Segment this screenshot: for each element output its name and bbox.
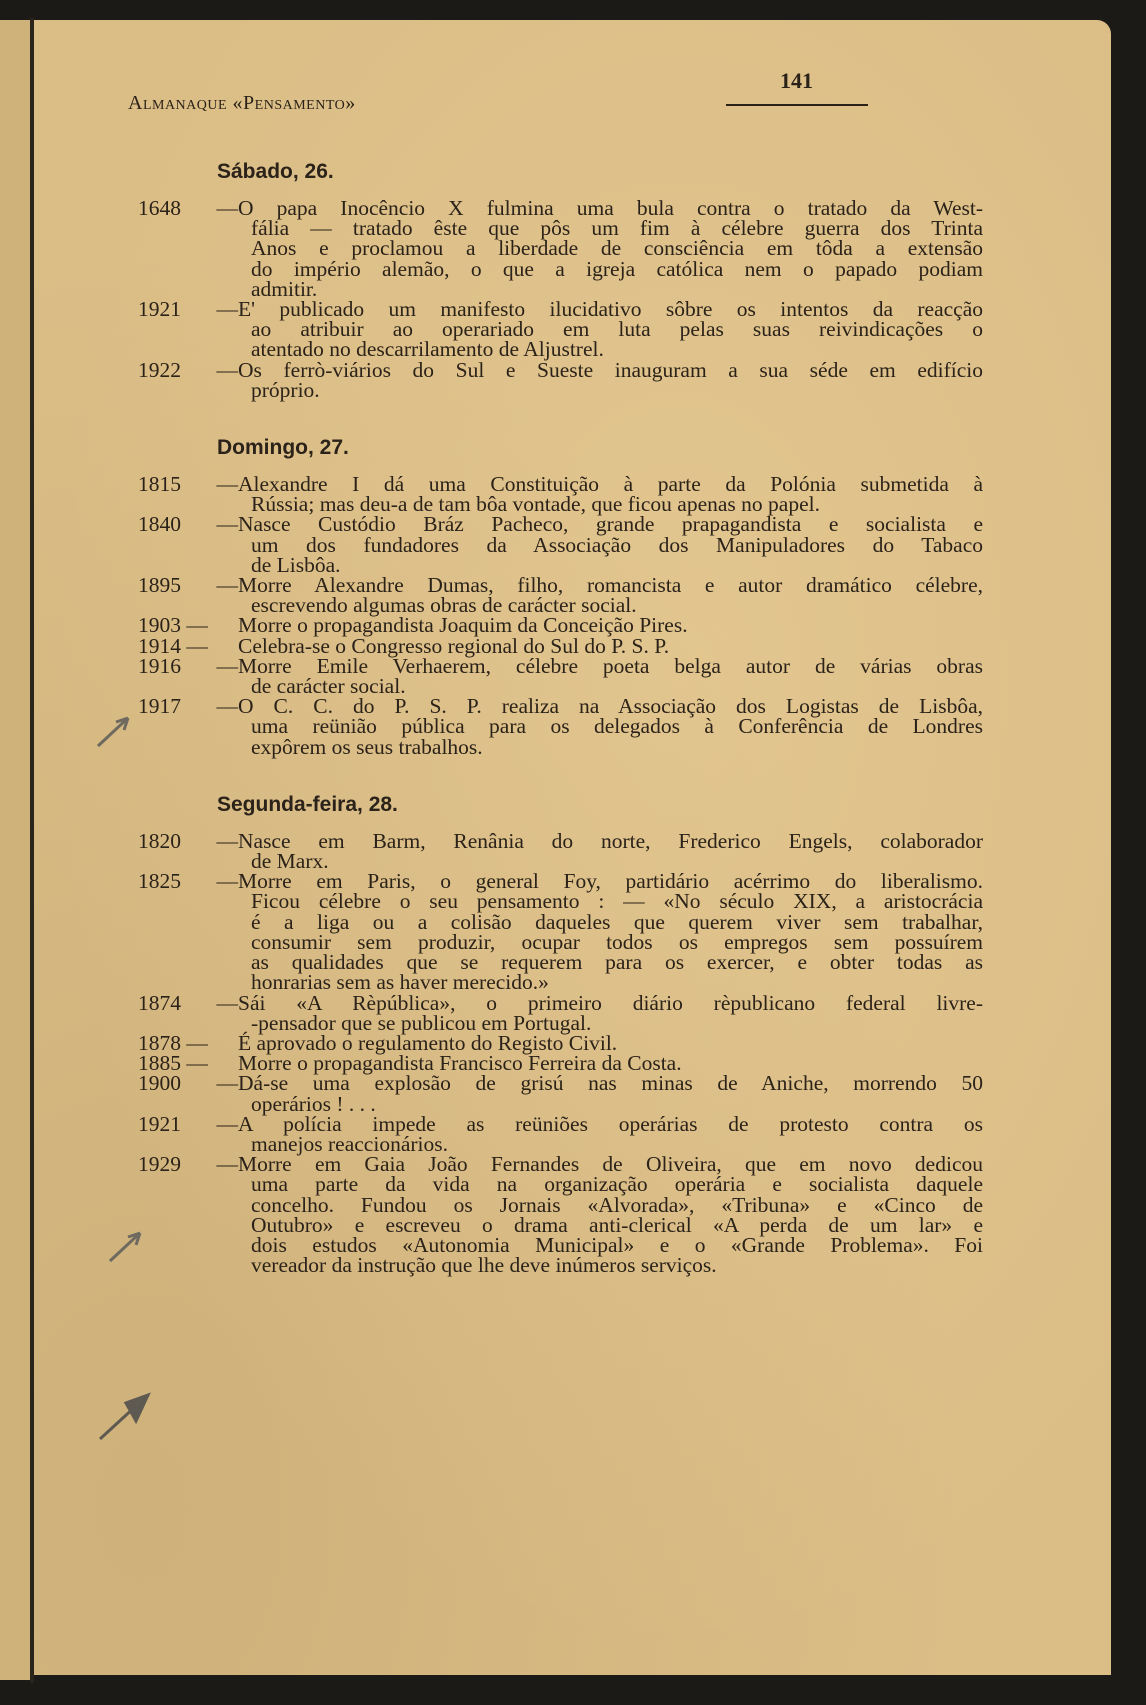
chronology-entry [138, 696, 983, 757]
entry-text: Morre Emile Verhaerem, célebre poeta belga autor de várias obras [238, 653, 983, 678]
day-section [138, 436, 983, 757]
chronology-entry [138, 198, 983, 299]
entry-line [138, 1111, 983, 1136]
entry-line [138, 633, 983, 658]
entry-year: 1900 — [138, 1071, 238, 1096]
entry-line: um dos fundadores da Associação dos Manipuladores do Tabaco [251, 532, 983, 557]
day-heading: Domingo, 27. [217, 436, 349, 460]
entry-line: Ficou célebre o seu pensamento : — «No século XIX, a aristocrácia [251, 889, 983, 914]
entry-text: Morre em Paris, o general Foy, partidário acérrimo do liberalismo. [238, 869, 983, 894]
entry-line [138, 1071, 983, 1096]
chronology-entry [138, 1111, 983, 1156]
entry-line: as qualidades que se requerem para os exercer, e obter todas as [251, 950, 983, 975]
day-heading: Sábado, 26. [217, 160, 334, 183]
entry-line: manejos reaccionários. [251, 1131, 448, 1156]
entry-line: escrevendo algumas obras de carácter social. [251, 593, 637, 618]
entry-year: 1820 — [138, 828, 238, 853]
entry-text: Alexandre I dá uma Constituição à parte da Polónia submetida à [238, 472, 983, 497]
entry-text: Os ferrò-viários do Sul e Sueste inauguram a sua séde em edifício [238, 357, 983, 382]
chronology-entry [138, 1030, 983, 1055]
day-section [138, 160, 983, 400]
entry-line: de carácter social. [251, 674, 406, 699]
header-rule [726, 104, 868, 106]
entry-line [138, 1152, 983, 1177]
entry-line: consumir sem produzir, ocupar todos os empregos sem possuírem [251, 929, 983, 954]
entry-year: 1903 — [138, 613, 208, 638]
entry-line: Outubro» e escreveu o drama anti-clerical «A perda de um lar» e [251, 1212, 983, 1237]
entry-line [138, 828, 983, 853]
entry-line: do império alemão, o que a igreja católica nem o papado podiam [251, 256, 983, 281]
chronology-entry [138, 1071, 983, 1116]
chronology-entry [138, 633, 983, 658]
entry-text: Celebra-se o Congresso regional do Sul do P. S. P. [238, 633, 670, 658]
chronology-entry [138, 1051, 983, 1076]
entry-line: concelho. Fundou os Jornais «Alvorada», «Tribuna» e «Cinco de [251, 1192, 983, 1217]
entry-text: E' publicado um manifesto ilucidativo sôbre os intentos da reacção [238, 297, 983, 322]
entry-line [138, 472, 983, 497]
entry-text: Nasce Custódio Bráz Pacheco, grande prapagandista e socialista e [238, 512, 983, 537]
entry-line: de Lisbôa. [251, 552, 341, 577]
entry-year: 1921 — [138, 1111, 238, 1136]
entry-line [138, 613, 983, 638]
book-page [34, 20, 1111, 1675]
entry-line: admitir. [251, 276, 318, 301]
entry-year: 1917 — [138, 694, 238, 719]
chronology-entry [138, 653, 983, 699]
entry-line [138, 573, 983, 598]
entry-text: Nasce em Barm, Renânia do norte, Frederico Engels, colaborador [238, 828, 983, 853]
entry-text: Morre Alexandre Dumas, filho, romancista e autor dramático célebre, [238, 573, 983, 598]
entry-text: O C. C. do P. S. P. realiza na Associação dos Logistas de Lisbôa, [238, 694, 983, 719]
entry-year: 1914 — [138, 633, 208, 658]
page-body [138, 160, 983, 1311]
chronology-entry [138, 573, 983, 618]
entry-year: 1815 — [138, 472, 238, 497]
entry-line: ao atribuir ao operariado em luta pelas suas reivindicações o [251, 317, 983, 342]
entry-line: vereador da instrução que lhe deve inúmeros serviços. [251, 1253, 717, 1278]
pencil-arrow-mark-icon [96, 1385, 156, 1445]
pencil-arrow-mark-icon [94, 710, 134, 750]
chronology-entry [138, 472, 983, 517]
chronology-entry [138, 869, 983, 995]
entry-line [138, 357, 983, 382]
entry-line: honrarias sem as haver merecido.» [251, 970, 549, 995]
chronology-entry [138, 990, 983, 1035]
day-section [138, 792, 983, 1278]
entry-line: próprio. [251, 377, 320, 402]
entry-year: 1929 — [138, 1152, 238, 1177]
entry-line [138, 512, 983, 537]
entry-line: uma parte da vida na organização operária e socialista daquele [251, 1172, 983, 1197]
entry-year: 1825 — [138, 869, 238, 894]
entry-text: O papa Inocêncio X fulmina uma bula contra o tratado da West- [238, 196, 983, 220]
entry-year: 1921 — [138, 297, 238, 322]
entry-line [138, 653, 983, 678]
chronology-entry [138, 828, 983, 874]
entry-line [138, 1030, 983, 1055]
entry-text: Sái «A Rèpública», o primeiro diário rèpublicano federal livre- [238, 990, 983, 1015]
page-number: 141 [780, 68, 813, 93]
entry-line [138, 990, 983, 1015]
entry-year: 1648 — [138, 196, 238, 220]
entry-line: operários ! . . . [251, 1091, 376, 1116]
entry-year: 1895 — [138, 573, 238, 598]
entry-line: é a liga ou a colisão daqueles que querem viver sem trabalhar, [251, 909, 983, 934]
entry-text: Dá-se uma explosão de grisú nas minas de Aniche, morrendo 50 [238, 1071, 983, 1096]
chronology-entry [138, 613, 983, 638]
running-header-title: Almanaque «Pensamento» [128, 92, 356, 114]
entry-line: fália — tratado êste que pôs um fim à célebre guerra dos Trinta [251, 216, 983, 241]
chronology-entry [138, 299, 983, 360]
entry-year: 1885 — [138, 1051, 208, 1076]
entry-line: dois estudos «Autonomia Municipal» e o «Grande Problema». Foi [251, 1232, 983, 1257]
entry-text: É aprovado o regulamento do Registo Civil. [238, 1030, 618, 1055]
entry-line: atentado no descarrilamento de Aljustrel. [251, 337, 604, 362]
chronology-entry [138, 514, 983, 575]
day-heading: Segunda-feira, 28. [217, 792, 398, 816]
entry-text: Morre o propagandista Francisco Ferreira da Costa. [238, 1051, 682, 1076]
entry-year: 1874 — [138, 990, 238, 1015]
entry-year: 1916 — [138, 653, 238, 678]
entry-text: Morre em Gaia João Fernandes de Oliveira, que em novo dedicou [238, 1152, 983, 1177]
entry-line: uma reünião pública para os delegados à Conferência de Londres [251, 714, 983, 739]
entry-line: -pensador que se publicou em Portugal. [251, 1010, 592, 1035]
previous-page-edge [0, 20, 30, 1680]
entry-line: de Marx. [251, 849, 329, 874]
entry-line [138, 694, 983, 719]
chronology-entry [138, 357, 983, 402]
entry-line [138, 1051, 983, 1076]
entry-line: expôrem os seus trabalhos. [251, 734, 483, 759]
entry-line [138, 198, 983, 218]
entry-line [138, 297, 983, 322]
entry-line [138, 869, 983, 894]
chronology-entry [138, 1152, 983, 1278]
entry-line: Rússia; mas deu-a de tam bôa vontade, que ficou apenas no papel. [251, 492, 820, 517]
entry-year: 1922 — [138, 357, 238, 382]
entry-text: Morre o propagandista Joaquim da Conceição Pires. [238, 613, 688, 638]
entry-year: 1840 — [138, 512, 238, 537]
entry-year: 1878 — [138, 1030, 208, 1055]
entry-line: Anos e proclamou a liberdade de consciência em tôda a extensão [251, 236, 983, 261]
entry-text: A polícia impede as reüniões operárias de protesto contra os [238, 1111, 983, 1136]
